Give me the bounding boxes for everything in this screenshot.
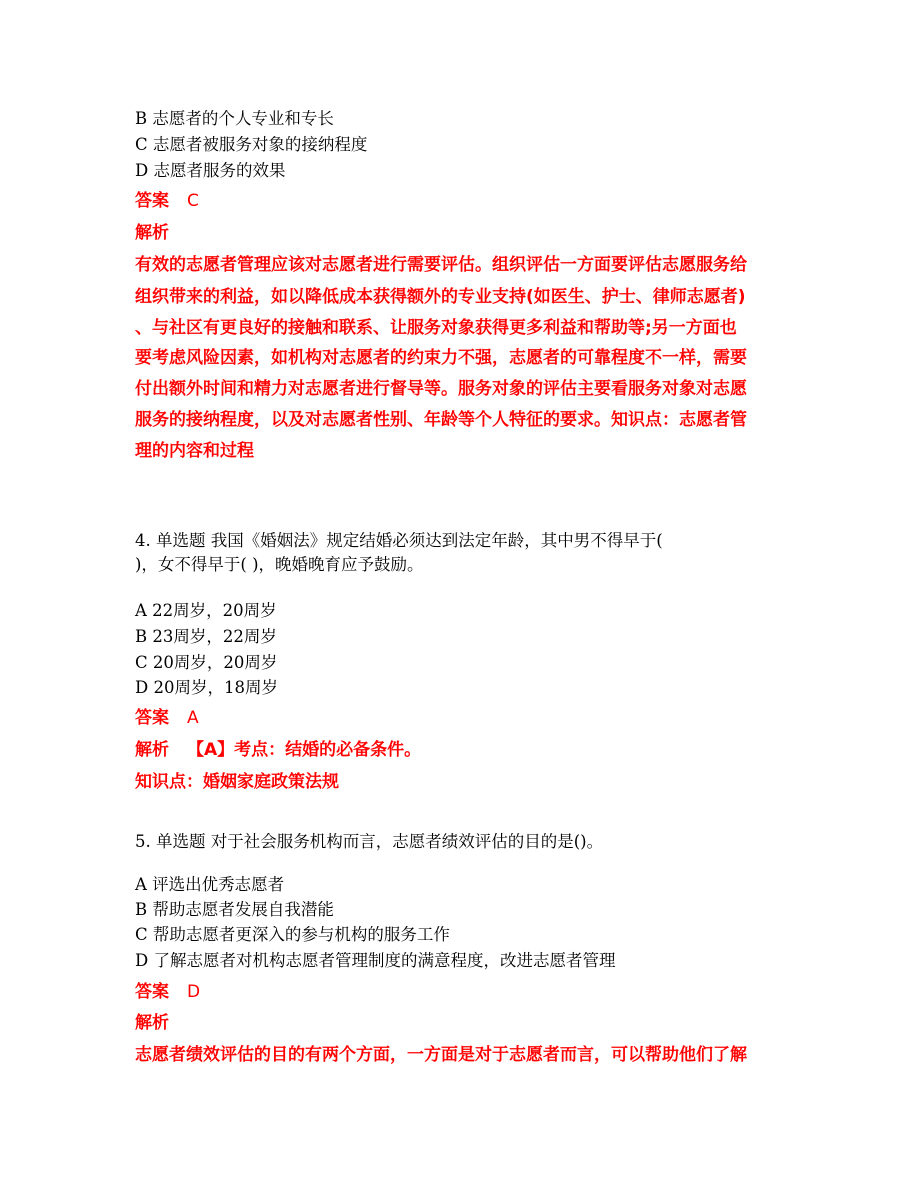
q3-analysis-line: 要考虑风险因素，如机构对志愿者的约束力不强，志愿者的可靠程度不一样，需要 xyxy=(135,348,747,368)
q5-option-d: D 了解志愿者对机构志愿者管理制度的满意程度，改进志愿者管理 xyxy=(135,951,616,970)
q5-option-a: A 评选出优秀志愿者 xyxy=(135,875,285,894)
q3-analysis-line: 有效的志愿者管理应该对志愿者进行需要评估。组织评估一方面要评估志愿服务给 xyxy=(135,255,747,275)
q3-option-b: B 志愿者的个人专业和专长 xyxy=(135,109,334,128)
q4-stem-line: 4. 单选题 我国《婚姻法》规定结婚必须达到法定年龄，其中男不得早于( xyxy=(135,531,663,550)
q5-analysis-label: 解析 xyxy=(135,1013,169,1033)
q4-answer xyxy=(135,703,199,733)
answer-value: C xyxy=(187,191,199,211)
q5-analysis-line: 志愿者绩效评估的目的有两个方面，一方面是对于志愿者而言，可以帮助他们了解 xyxy=(135,1045,747,1065)
q4-analysis xyxy=(135,735,421,765)
q3-analysis-line: 、与社区有更良好的接触和联系、让服务对象获得更多利益和帮助等;另一方面也 xyxy=(135,318,737,338)
q3-analysis-line: 付出额外时间和精力对志愿者进行督导等。服务对象的评估主要看服务对象对志愿 xyxy=(135,379,747,399)
q3-analysis-line: 组织带来的利益，如以降低成本获得额外的专业支持(如医生、护士、律师志愿者) xyxy=(135,287,746,307)
q3-analysis-label: 解析 xyxy=(135,223,169,243)
answer-label: 答案 xyxy=(135,191,169,211)
analysis-text: 【A】考点：结婚的必备条件。 xyxy=(187,740,422,760)
q4-option-d: D 20周岁，18周岁 xyxy=(135,678,278,697)
q5-option-b: B 帮助志愿者发展自我潜能 xyxy=(135,900,334,919)
analysis-label: 解析 xyxy=(135,740,169,760)
q3-option-c: C 志愿者被服务对象的接纳程度 xyxy=(135,135,368,154)
answer-label: 答案 xyxy=(135,708,169,728)
q4-option-c: C 20周岁，20周岁 xyxy=(135,653,278,672)
answer-label: 答案 xyxy=(135,982,169,1002)
q3-analysis-line: 理的内容和过程 xyxy=(135,441,254,461)
q4-stem-line: )，女不得早于( )，晚婚晚育应予鼓励。 xyxy=(135,555,424,574)
q5-stem: 5. 单选题 对于社会服务机构而言，志愿者绩效评估的目的是()。 xyxy=(135,832,604,851)
q3-answer xyxy=(135,186,199,216)
q3-analysis-line: 服务的接纳程度，以及对志愿者性别、年龄等个人特征的要求。知识点：志愿者管 xyxy=(135,410,747,430)
answer-value: A xyxy=(187,708,199,728)
q3-option-d: D 志愿者服务的效果 xyxy=(135,161,286,180)
q5-option-c: C 帮助志愿者更深入的参与机构的服务工作 xyxy=(135,925,450,944)
q4-option-a: A 22周岁，20周岁 xyxy=(135,601,277,620)
q4-option-b: B 23周岁，22周岁 xyxy=(135,627,277,646)
q4-knowledge-point: 知识点：婚姻家庭政策法规 xyxy=(135,772,339,792)
answer-value: D xyxy=(187,982,201,1002)
q5-answer xyxy=(135,977,200,1007)
